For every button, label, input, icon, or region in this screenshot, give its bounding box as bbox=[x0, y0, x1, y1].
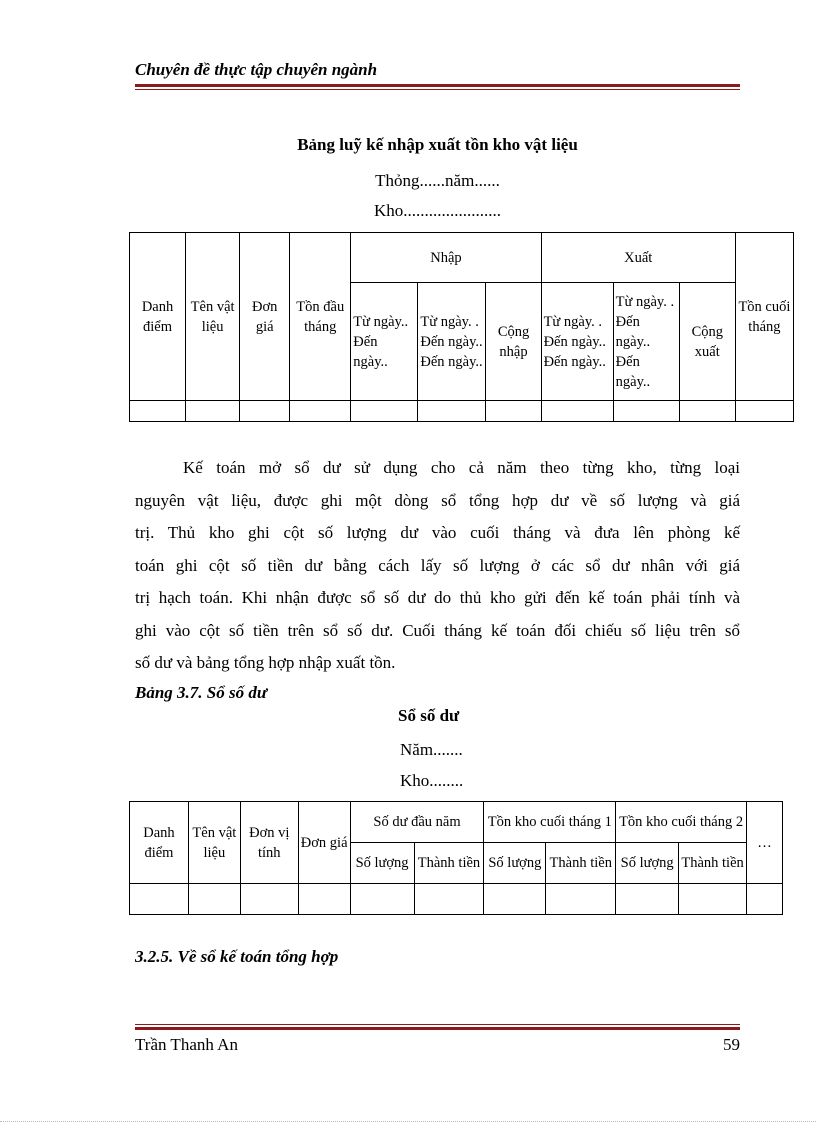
sub-so-luong: Số lượng bbox=[350, 843, 414, 884]
paragraph-line: Kế toán mở sổ dư sử dụng cho cả năm theo từng kho, từng loại bbox=[183, 458, 740, 477]
table1-subtitle-month: Thỏng......năm...... bbox=[375, 171, 500, 190]
sub-so-luong: Số lượng bbox=[616, 843, 679, 884]
running-header-title: Chuyên đề thực tập chuyên ngành bbox=[135, 60, 378, 79]
group-nhap: Nhập bbox=[351, 233, 541, 283]
paragraph-line: trị. Thủ kho ghi cột số lượng dư vào cuối tháng và đưa lên phòng kế bbox=[135, 523, 740, 542]
paragraph-line: nguyên vật liệu, được ghi một dòng sổ tổng hợp dư về số lượng và giá bbox=[135, 490, 740, 510]
nhap-tu-ngay-1: Từ ngày.. Đến ngày.. bbox=[351, 283, 418, 401]
page-bottom-divider bbox=[0, 1121, 816, 1122]
col-danh-diem: Danh điểm bbox=[130, 233, 186, 401]
nhap-tu-ngay-2: Từ ngày. . Đến ngày.. Đến ngày.. bbox=[418, 283, 486, 401]
xuat-tu-ngay-2: Từ ngày. . Đến ngày.. Đến ngày.. bbox=[613, 283, 679, 401]
sub-so-luong: Số lượng bbox=[484, 843, 546, 884]
table1-title: Bảng luỹ kế nhập xuất tồn kho vật liệu bbox=[297, 135, 578, 154]
table1-subtitle-store: Kho....................... bbox=[373, 201, 502, 220]
table2-subtitle-year: Năm....... bbox=[400, 740, 463, 759]
paragraph-line: trị hạch toán. Khi nhận được sổ số dư do thủ kho gửi đến kế toán phải tính và bbox=[135, 588, 740, 607]
col-more: … bbox=[747, 802, 783, 884]
group-so-du-dau-nam: Số dư đầu năm bbox=[350, 802, 484, 843]
footer-author: Trần Thanh An bbox=[135, 1035, 238, 1054]
col-don-gia: Đơn giá bbox=[240, 233, 290, 401]
page-number: 59 bbox=[723, 1035, 740, 1054]
body-paragraph bbox=[135, 452, 740, 680]
section-heading: 3.2.5. Về sổ kế toán tổng hợp bbox=[135, 947, 339, 966]
col-ten-vat-lieu: Tên vật liệu bbox=[186, 233, 240, 401]
col-ton-cuoi-thang: Tồn cuối tháng bbox=[735, 233, 793, 401]
group-xuat: Xuất bbox=[541, 233, 735, 283]
col-don-vi-tinh: Đơn vị tính bbox=[240, 802, 298, 884]
paragraph-line: ghi vào cột số tiền trên sổ số dư. Cuối tháng kế toán đối chiếu số liệu trên sổ bbox=[135, 620, 740, 640]
sub-thanh-tien: Thành tiền bbox=[414, 843, 484, 884]
header-rule-thick bbox=[135, 84, 740, 87]
group-ton-kho-thang-2: Tồn kho cuối tháng 2 bbox=[616, 802, 747, 843]
table2-title: Sổ số dư bbox=[398, 706, 460, 725]
group-ton-kho-thang-1: Tồn kho cuối tháng 1 bbox=[484, 802, 616, 843]
footer-rule-thick bbox=[135, 1027, 740, 1030]
col-ten-vat-lieu: Tên vật liệu bbox=[188, 802, 240, 884]
footer-rule-thin bbox=[135, 1024, 740, 1025]
table2-subtitle-store: Kho........ bbox=[400, 771, 464, 790]
header-rule-thin bbox=[135, 89, 740, 90]
col-don-gia: Đơn giá bbox=[298, 802, 350, 884]
col-cong-nhap: Cộng nhập bbox=[486, 283, 541, 401]
sub-thanh-tien: Thành tiền bbox=[679, 843, 747, 884]
table2-caption: Bảng 3.7. Sổ số dư bbox=[135, 683, 268, 702]
paragraph-line: toán ghi cột số tiền dư bằng cách lấy số lượng ở các sổ dư nhân với giá bbox=[135, 555, 740, 575]
col-danh-diem: Danh điểm bbox=[130, 802, 189, 884]
xuat-tu-ngay-1: Từ ngày. . Đến ngày.. Đến ngày.. bbox=[541, 283, 613, 401]
table-row bbox=[130, 884, 783, 915]
col-cong-xuat: Cộng xuất bbox=[679, 283, 735, 401]
table-row bbox=[130, 401, 794, 422]
inventory-summary-table bbox=[129, 232, 794, 422]
col-ton-dau-thang: Tồn đầu tháng bbox=[290, 233, 351, 401]
paragraph-line: số dư và bảng tổng hợp nhập xuất tồn. bbox=[135, 653, 396, 672]
sub-thanh-tien: Thành tiền bbox=[546, 843, 616, 884]
balance-book-table bbox=[129, 801, 783, 915]
